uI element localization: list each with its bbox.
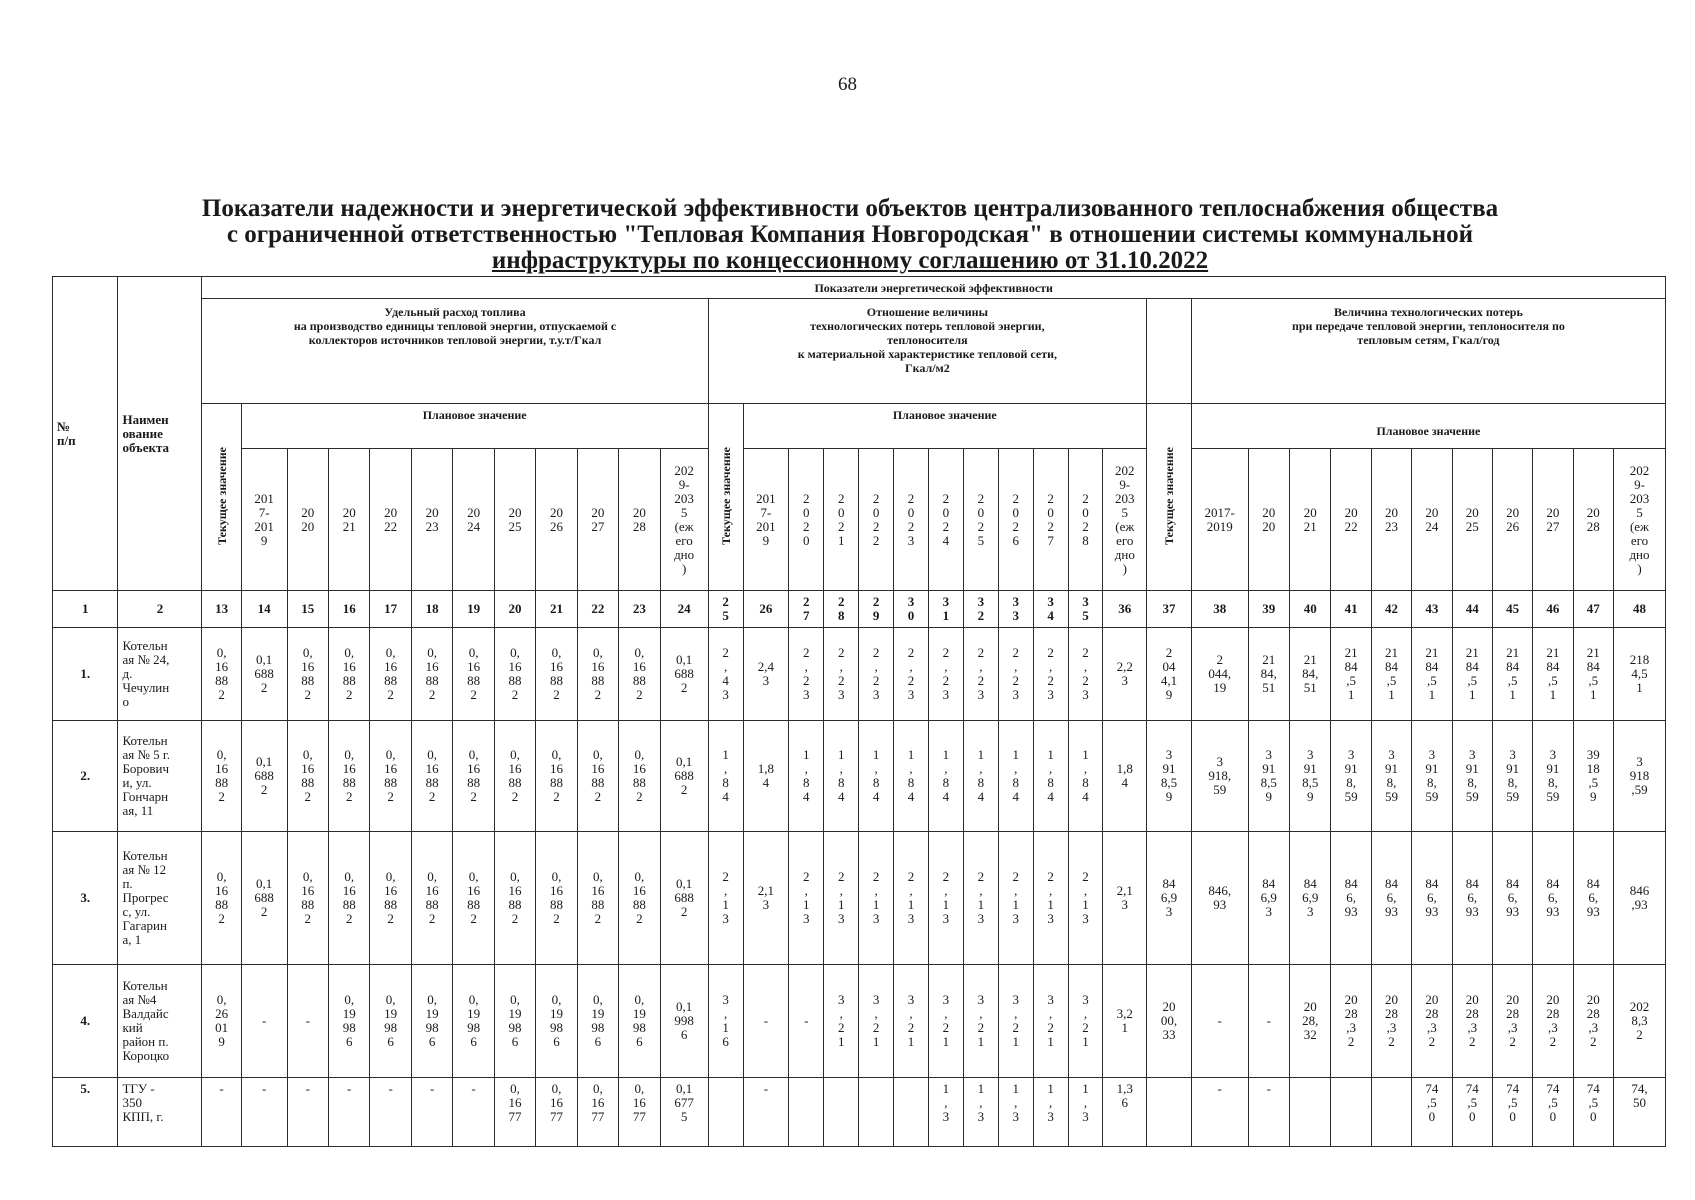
value-cell: 20 28 ,3 2 xyxy=(1331,965,1371,1078)
year-header-cell: 2017- 2019 xyxy=(1191,449,1248,591)
value-cell: - xyxy=(1248,965,1289,1078)
value-cell: 3 91 8, 59 xyxy=(1331,721,1371,832)
object-name: ТГУ - 350 КПП, г. xyxy=(118,1078,202,1147)
value-cell: 0, 16 88 2 xyxy=(577,832,618,965)
value-cell: 3 91 8, 59 xyxy=(1452,721,1492,832)
value-cell: 0,1 688 2 xyxy=(241,721,287,832)
value-cell: 74 ,5 0 xyxy=(1412,1078,1452,1147)
column-number-cell: 41 xyxy=(1331,591,1371,628)
plan-header-1: Плановое значение xyxy=(241,404,708,449)
value-cell: 21 84, 51 xyxy=(1290,628,1331,721)
column-number-cell: 40 xyxy=(1290,591,1331,628)
value-cell: 1 , 8 4 xyxy=(928,721,963,832)
value-cell: 1 , 8 4 xyxy=(789,721,824,832)
column-number-cell: 18 xyxy=(411,591,452,628)
column-number-cell: 3 2 xyxy=(963,591,998,628)
value-cell: 0, 16 77 xyxy=(619,1078,660,1147)
value-cell: 2 , 2 3 xyxy=(1068,628,1103,721)
value-cell xyxy=(789,1078,824,1147)
value-cell: 3 , 2 1 xyxy=(1033,965,1068,1078)
value-cell: - xyxy=(328,1078,369,1147)
value-cell: 2 , 1 3 xyxy=(789,832,824,965)
value-cell: 21 84, 51 xyxy=(1248,628,1289,721)
value-cell: 21 84 ,5 1 xyxy=(1331,628,1371,721)
value-cell: 0, 26 01 9 xyxy=(202,965,241,1078)
value-cell: - xyxy=(370,1078,411,1147)
value-cell: 0, 16 88 2 xyxy=(328,721,369,832)
value-cell: 1 , 3 xyxy=(963,1078,998,1147)
table-row xyxy=(53,1078,1666,1147)
column-number-cell: 13 xyxy=(202,591,241,628)
value-cell: 1 , 8 4 xyxy=(824,721,859,832)
value-cell: 1 , 8 4 xyxy=(1068,721,1103,832)
value-cell: 20 28 ,3 2 xyxy=(1452,965,1492,1078)
column-number-cell: 3 1 xyxy=(928,591,963,628)
value-cell: 0, 16 77 xyxy=(577,1078,618,1147)
column-number-cell: 16 xyxy=(328,591,369,628)
value-cell: 2 , 1 3 xyxy=(1068,832,1103,965)
value-cell: 3 , 2 1 xyxy=(963,965,998,1078)
value-cell: 2 , 1 3 xyxy=(963,832,998,965)
value-cell: 0, 19 98 6 xyxy=(577,965,618,1078)
year-header-cell: 202 9- 203 5 (еж его дно ) xyxy=(660,449,708,591)
value-cell: 0, 16 88 2 xyxy=(536,832,577,965)
value-cell: 3 91 8,5 9 xyxy=(1248,721,1289,832)
year-header-cell: 2 0 2 7 xyxy=(1033,449,1068,591)
value-cell: - xyxy=(241,965,287,1078)
value-cell: 2 , 1 3 xyxy=(894,832,929,965)
value-cell: 0, 16 88 2 xyxy=(619,628,660,721)
value-cell: 21 84 ,5 1 xyxy=(1452,628,1492,721)
year-header-cell: 2 0 2 5 xyxy=(963,449,998,591)
year-header-cell: 201 7- 201 9 xyxy=(743,449,789,591)
row-index: 4. xyxy=(53,965,118,1078)
plan-header-3: Плановое значение xyxy=(1191,404,1665,449)
column-number-cell: 48 xyxy=(1613,591,1665,628)
value-cell: 84 6, 93 xyxy=(1573,832,1613,965)
value-cell: 0, 19 98 6 xyxy=(411,965,452,1078)
value-cell: 84 6, 93 xyxy=(1331,832,1371,965)
year-header-cell: 201 7- 201 9 xyxy=(241,449,287,591)
year-header-cell: 202 9- 203 5 (еж его дно ) xyxy=(1613,449,1665,591)
value-cell: 2 , 1 3 xyxy=(1033,832,1068,965)
value-cell: 20 28 ,3 2 xyxy=(1492,965,1532,1078)
value-cell: 74 ,5 0 xyxy=(1573,1078,1613,1147)
value-cell: 2 04 4,1 9 xyxy=(1147,628,1192,721)
value-cell: 0, 19 98 6 xyxy=(453,965,494,1078)
column-number-cell: 39 xyxy=(1248,591,1289,628)
year-header-cell: 2 0 2 2 xyxy=(859,449,894,591)
current-value-header-3: Текущее значение xyxy=(1147,404,1192,591)
table-row xyxy=(53,628,1666,721)
value-cell: 1 , 8 4 xyxy=(998,721,1033,832)
year-header-cell: 20 21 xyxy=(328,449,369,591)
value-cell: 84 6, 93 xyxy=(1412,832,1452,965)
object-name: Котельн ая № 24, д. Чечулин о xyxy=(118,628,202,721)
title-line-2: с ограниченной ответственностью "Тепловая Компания Новгородская" в отношении системы коммунальной xyxy=(226,221,1474,248)
year-header-cell: 20 26 xyxy=(1492,449,1532,591)
column-number-cell: 3 0 xyxy=(894,591,929,628)
value-cell xyxy=(1147,1078,1192,1147)
value-cell xyxy=(1331,1078,1371,1147)
value-cell: 0, 16 77 xyxy=(494,1078,535,1147)
value-cell xyxy=(1371,1078,1411,1147)
value-cell: 0, 16 88 2 xyxy=(370,721,411,832)
year-header-cell: 2 0 2 1 xyxy=(824,449,859,591)
value-cell: 0, 16 88 2 xyxy=(577,628,618,721)
year-header-cell: 20 20 xyxy=(287,449,328,591)
value-cell: - xyxy=(743,965,789,1078)
column-number-cell: 46 xyxy=(1533,591,1573,628)
column-number-cell: 38 xyxy=(1191,591,1248,628)
value-cell: 1 , 8 4 xyxy=(963,721,998,832)
value-cell: 0, 16 88 2 xyxy=(619,832,660,965)
value-cell: 0, 16 88 2 xyxy=(453,628,494,721)
value-cell: 21 84 ,5 1 xyxy=(1371,628,1411,721)
value-cell: 1 , 8 4 xyxy=(708,721,743,832)
column-number-cell: 2 xyxy=(118,591,202,628)
col-header-number: № п/п xyxy=(53,277,118,591)
year-header-cell: 20 24 xyxy=(1412,449,1452,591)
value-cell: 21 84 ,5 1 xyxy=(1573,628,1613,721)
column-number-cell: 14 xyxy=(241,591,287,628)
value-cell xyxy=(1290,1078,1331,1147)
column-number-cell: 44 xyxy=(1452,591,1492,628)
value-cell: 3 91 8, 59 xyxy=(1492,721,1532,832)
year-header-cell: 20 21 xyxy=(1290,449,1331,591)
value-cell: 84 6, 93 xyxy=(1492,832,1532,965)
column-number-cell: 23 xyxy=(619,591,660,628)
value-cell: 0, 19 98 6 xyxy=(370,965,411,1078)
value-cell: 84 6, 93 xyxy=(1371,832,1411,965)
indicators-table xyxy=(52,276,1666,1147)
value-cell: - xyxy=(287,1078,328,1147)
column-number-cell: 47 xyxy=(1573,591,1613,628)
document-title xyxy=(80,196,1620,274)
value-cell: 0,1 677 5 xyxy=(660,1078,708,1147)
row-index: 2. xyxy=(53,721,118,832)
value-cell: 2 , 2 3 xyxy=(928,628,963,721)
value-cell: 2 , 2 3 xyxy=(963,628,998,721)
column-number-cell: 2 9 xyxy=(859,591,894,628)
value-cell: 2 , 2 3 xyxy=(998,628,1033,721)
column-number-cell: 42 xyxy=(1371,591,1411,628)
value-cell: 0, 16 88 2 xyxy=(370,628,411,721)
value-cell: 84 6,9 3 xyxy=(1290,832,1331,965)
group-header-tech-losses: Величина технологических потерь при передаче тепловой энергии, теплоносителя по тепловым сетям, Гкал/год xyxy=(1191,299,1665,404)
value-cell: 0, 16 88 2 xyxy=(328,832,369,965)
value-cell: 2 , 2 3 xyxy=(1033,628,1068,721)
group-header-fuel-consumption: Удельный расход топлива на производство единицы тепловой энергии, отпускаемой с коллекторов источников тепловой энергии, т.у.т/Гкал xyxy=(202,299,708,404)
value-cell: 20 28 ,3 2 xyxy=(1573,965,1613,1078)
value-cell: 0,1 688 2 xyxy=(241,832,287,965)
value-cell: 3 , 2 1 xyxy=(998,965,1033,1078)
value-cell: 2 , 4 3 xyxy=(708,628,743,721)
page-number: 68 xyxy=(838,74,857,95)
value-cell: 0, 19 98 6 xyxy=(536,965,577,1078)
value-cell: 1 , 3 xyxy=(1068,1078,1103,1147)
value-cell: 2 044, 19 xyxy=(1191,628,1248,721)
value-cell: 74 ,5 0 xyxy=(1533,1078,1573,1147)
plan-header-2: Плановое значение xyxy=(743,404,1147,449)
column-number-cell: 3 5 xyxy=(1068,591,1103,628)
table-row xyxy=(53,832,1666,965)
value-cell: 2 , 1 3 xyxy=(824,832,859,965)
value-cell: 39 18 ,5 9 xyxy=(1573,721,1613,832)
value-cell: 3 91 8,5 9 xyxy=(1290,721,1331,832)
value-cell: 21 84 ,5 1 xyxy=(1412,628,1452,721)
current-value-header-1: Текущее значение xyxy=(202,404,241,591)
column-number-cell: 15 xyxy=(287,591,328,628)
value-cell: 1,8 4 xyxy=(1103,721,1147,832)
column-number-cell: 3 3 xyxy=(998,591,1033,628)
value-cell: 3 , 2 1 xyxy=(928,965,963,1078)
value-cell: 2 , 2 3 xyxy=(824,628,859,721)
value-cell: 0, 16 88 2 xyxy=(287,721,328,832)
column-number-cell: 24 xyxy=(660,591,708,628)
value-cell: 3,2 1 xyxy=(1103,965,1147,1078)
value-cell: 0, 16 88 2 xyxy=(494,832,535,965)
value-cell: 846 ,93 xyxy=(1613,832,1665,965)
value-cell: - xyxy=(1191,965,1248,1078)
value-cell: 1 , 3 xyxy=(928,1078,963,1147)
value-cell: 0, 16 88 2 xyxy=(411,721,452,832)
object-name: Котельн ая № 5 г. Борович и, ул. Гончарн ая, 11 xyxy=(118,721,202,832)
value-cell: 0, 16 88 2 xyxy=(287,628,328,721)
year-header-cell: 2 0 2 0 xyxy=(789,449,824,591)
year-header-cell: 20 26 xyxy=(536,449,577,591)
value-cell: 20 00, 33 xyxy=(1147,965,1192,1078)
value-cell xyxy=(824,1078,859,1147)
value-cell: 0, 16 88 2 xyxy=(411,628,452,721)
year-header-cell: 20 27 xyxy=(1533,449,1573,591)
value-cell: - xyxy=(241,1078,287,1147)
object-name: Котельн ая №4 Валдайс кий район п. Короцко xyxy=(118,965,202,1078)
value-cell: 0, 16 88 2 xyxy=(536,721,577,832)
value-cell: 3 91 8, 59 xyxy=(1533,721,1573,832)
header-energy-efficiency: Показатели энергетической эффективности xyxy=(202,277,1666,299)
value-cell: 84 6, 93 xyxy=(1533,832,1573,965)
value-cell: 0, 16 88 2 xyxy=(370,832,411,965)
value-cell: 0, 16 88 2 xyxy=(202,628,241,721)
value-cell: 0, 19 98 6 xyxy=(494,965,535,1078)
value-cell: 1 , 3 xyxy=(1033,1078,1068,1147)
value-cell: 0, 16 88 2 xyxy=(577,721,618,832)
year-header-cell: 20 20 xyxy=(1248,449,1289,591)
column-number-cell: 22 xyxy=(577,591,618,628)
value-cell: 0,1 688 2 xyxy=(660,832,708,965)
value-cell: 84 6,9 3 xyxy=(1147,832,1192,965)
value-cell: 0, 16 88 2 xyxy=(202,832,241,965)
row-index: 3. xyxy=(53,832,118,965)
value-cell: 74 ,5 0 xyxy=(1452,1078,1492,1147)
title-line-1: Показатели надежности и энергетической эффективности объектов централизованного теплоснабжения общества xyxy=(201,195,1499,222)
value-cell: - xyxy=(1191,1078,1248,1147)
value-cell: 0,1 688 2 xyxy=(660,628,708,721)
row-index: 5. xyxy=(53,1078,118,1147)
value-cell: 0, 16 88 2 xyxy=(536,628,577,721)
value-cell: 2 , 2 3 xyxy=(894,628,929,721)
value-cell: - xyxy=(287,965,328,1078)
value-cell: 2 , 1 3 xyxy=(928,832,963,965)
value-cell: 20 28, 32 xyxy=(1290,965,1331,1078)
value-cell: 2,4 3 xyxy=(743,628,789,721)
year-header-cell: 2 0 2 4 xyxy=(928,449,963,591)
value-cell: 0, 16 88 2 xyxy=(453,721,494,832)
value-cell: 0, 16 88 2 xyxy=(287,832,328,965)
value-cell: 0, 16 88 2 xyxy=(202,721,241,832)
value-cell xyxy=(894,1078,929,1147)
value-cell: 0, 16 77 xyxy=(536,1078,577,1147)
row-index: 1. xyxy=(53,628,118,721)
column-number-cell: 20 xyxy=(494,591,535,628)
col-header-name: Наимен ование объекта xyxy=(118,277,202,591)
column-number-cell: 26 xyxy=(743,591,789,628)
value-cell: 1,3 6 xyxy=(1103,1078,1147,1147)
year-header-cell: 2 0 2 3 xyxy=(894,449,929,591)
value-cell: 2 , 1 3 xyxy=(859,832,894,965)
value-cell: 0, 16 88 2 xyxy=(494,628,535,721)
value-cell: 1,8 4 xyxy=(743,721,789,832)
column-number-cell: 3 4 xyxy=(1033,591,1068,628)
year-header-cell: 20 22 xyxy=(370,449,411,591)
value-cell: - xyxy=(202,1078,241,1147)
value-cell: 74, 50 xyxy=(1613,1078,1665,1147)
year-header-cell: 20 28 xyxy=(619,449,660,591)
value-cell: - xyxy=(453,1078,494,1147)
value-cell: 3 91 8,5 9 xyxy=(1147,721,1192,832)
value-cell: 0, 16 88 2 xyxy=(619,721,660,832)
value-cell: 2 , 1 3 xyxy=(998,832,1033,965)
value-cell: 0, 19 98 6 xyxy=(328,965,369,1078)
value-cell: 3 , 2 1 xyxy=(824,965,859,1078)
value-cell: 74 ,5 0 xyxy=(1492,1078,1532,1147)
value-cell: 846, 93 xyxy=(1191,832,1248,965)
value-cell: 20 28 ,3 2 xyxy=(1412,965,1452,1078)
column-number-cell: 19 xyxy=(453,591,494,628)
value-cell: 1 , 8 4 xyxy=(859,721,894,832)
column-number-cell: 43 xyxy=(1412,591,1452,628)
value-cell: 3 91 8, 59 xyxy=(1412,721,1452,832)
column-number-cell: 2 5 xyxy=(708,591,743,628)
year-header-cell: 20 23 xyxy=(411,449,452,591)
group-header-loss-ratio: Отношение величины технологических потерь тепловой энергии, теплоносителя к материальной характеристике тепловой сети, Гкал/м2 xyxy=(708,299,1147,404)
value-cell: 3 , 2 1 xyxy=(894,965,929,1078)
value-cell: 3 , 2 1 xyxy=(1068,965,1103,1078)
value-cell: - xyxy=(411,1078,452,1147)
year-header-cell: 2 0 2 8 xyxy=(1068,449,1103,591)
year-header-cell: 20 27 xyxy=(577,449,618,591)
value-cell: 3 , 1 6 xyxy=(708,965,743,1078)
object-name: Котельн ая № 12 п. Прогрес с, ул. Гагарин а, 1 xyxy=(118,832,202,965)
value-cell: 0, 16 88 2 xyxy=(494,721,535,832)
column-number-cell: 2 7 xyxy=(789,591,824,628)
value-cell: 0, 16 88 2 xyxy=(328,628,369,721)
value-cell: 84 6,9 3 xyxy=(1248,832,1289,965)
value-cell: 0, 16 88 2 xyxy=(411,832,452,965)
title-line-3: инфраструктуры по концессионному соглашению от 31.10.2022 xyxy=(491,247,1209,274)
value-cell: 3 91 8, 59 xyxy=(1371,721,1411,832)
year-header-cell: 20 25 xyxy=(494,449,535,591)
value-cell: 1 , 3 xyxy=(998,1078,1033,1147)
value-cell: 0,1 688 2 xyxy=(241,628,287,721)
column-number-cell: 45 xyxy=(1492,591,1532,628)
value-cell: - xyxy=(1248,1078,1289,1147)
year-header-cell: 20 25 xyxy=(1452,449,1492,591)
column-number-cell: 37 xyxy=(1147,591,1192,628)
value-cell: 0, 16 88 2 xyxy=(453,832,494,965)
current-value-header-2: Текущее значение xyxy=(708,404,743,591)
value-cell: 218 4,5 1 xyxy=(1613,628,1665,721)
value-cell: 0, 19 98 6 xyxy=(619,965,660,1078)
value-cell: 0,1 688 2 xyxy=(660,721,708,832)
value-cell: 2 , 2 3 xyxy=(789,628,824,721)
value-cell: 3 918 ,59 xyxy=(1613,721,1665,832)
value-cell: 21 84 ,5 1 xyxy=(1533,628,1573,721)
year-header-cell: 20 22 xyxy=(1331,449,1371,591)
group-header-empty xyxy=(1147,299,1192,404)
value-cell: 1 , 8 4 xyxy=(1033,721,1068,832)
value-cell: 2,1 3 xyxy=(743,832,789,965)
value-cell: 3 918, 59 xyxy=(1191,721,1248,832)
value-cell: 3 , 2 1 xyxy=(859,965,894,1078)
value-cell: 20 28 ,3 2 xyxy=(1533,965,1573,1078)
table-row xyxy=(53,721,1666,832)
year-header-cell: 202 9- 203 5 (еж его дно ) xyxy=(1103,449,1147,591)
value-cell: 84 6, 93 xyxy=(1452,832,1492,965)
value-cell: - xyxy=(743,1078,789,1147)
value-cell: 2,2 3 xyxy=(1103,628,1147,721)
year-header-cell: 20 28 xyxy=(1573,449,1613,591)
year-header-cell: 20 24 xyxy=(453,449,494,591)
column-number-cell: 36 xyxy=(1103,591,1147,628)
column-number-cell: 21 xyxy=(536,591,577,628)
value-cell: 2,1 3 xyxy=(1103,832,1147,965)
value-cell: 21 84 ,5 1 xyxy=(1492,628,1532,721)
value-cell: 20 28 ,3 2 xyxy=(1371,965,1411,1078)
value-cell xyxy=(708,1078,743,1147)
column-number-cell: 17 xyxy=(370,591,411,628)
year-header-cell: 20 23 xyxy=(1371,449,1411,591)
value-cell: - xyxy=(789,965,824,1078)
value-cell: 202 8,3 2 xyxy=(1613,965,1665,1078)
value-cell: 1 , 8 4 xyxy=(894,721,929,832)
value-cell xyxy=(859,1078,894,1147)
column-number-cell: 2 8 xyxy=(824,591,859,628)
value-cell: 2 , 2 3 xyxy=(859,628,894,721)
table-row xyxy=(53,965,1666,1078)
value-cell: 0,1 998 6 xyxy=(660,965,708,1078)
column-number-cell: 1 xyxy=(53,591,118,628)
year-header-cell: 2 0 2 6 xyxy=(998,449,1033,591)
value-cell: 2 , 1 3 xyxy=(708,832,743,965)
